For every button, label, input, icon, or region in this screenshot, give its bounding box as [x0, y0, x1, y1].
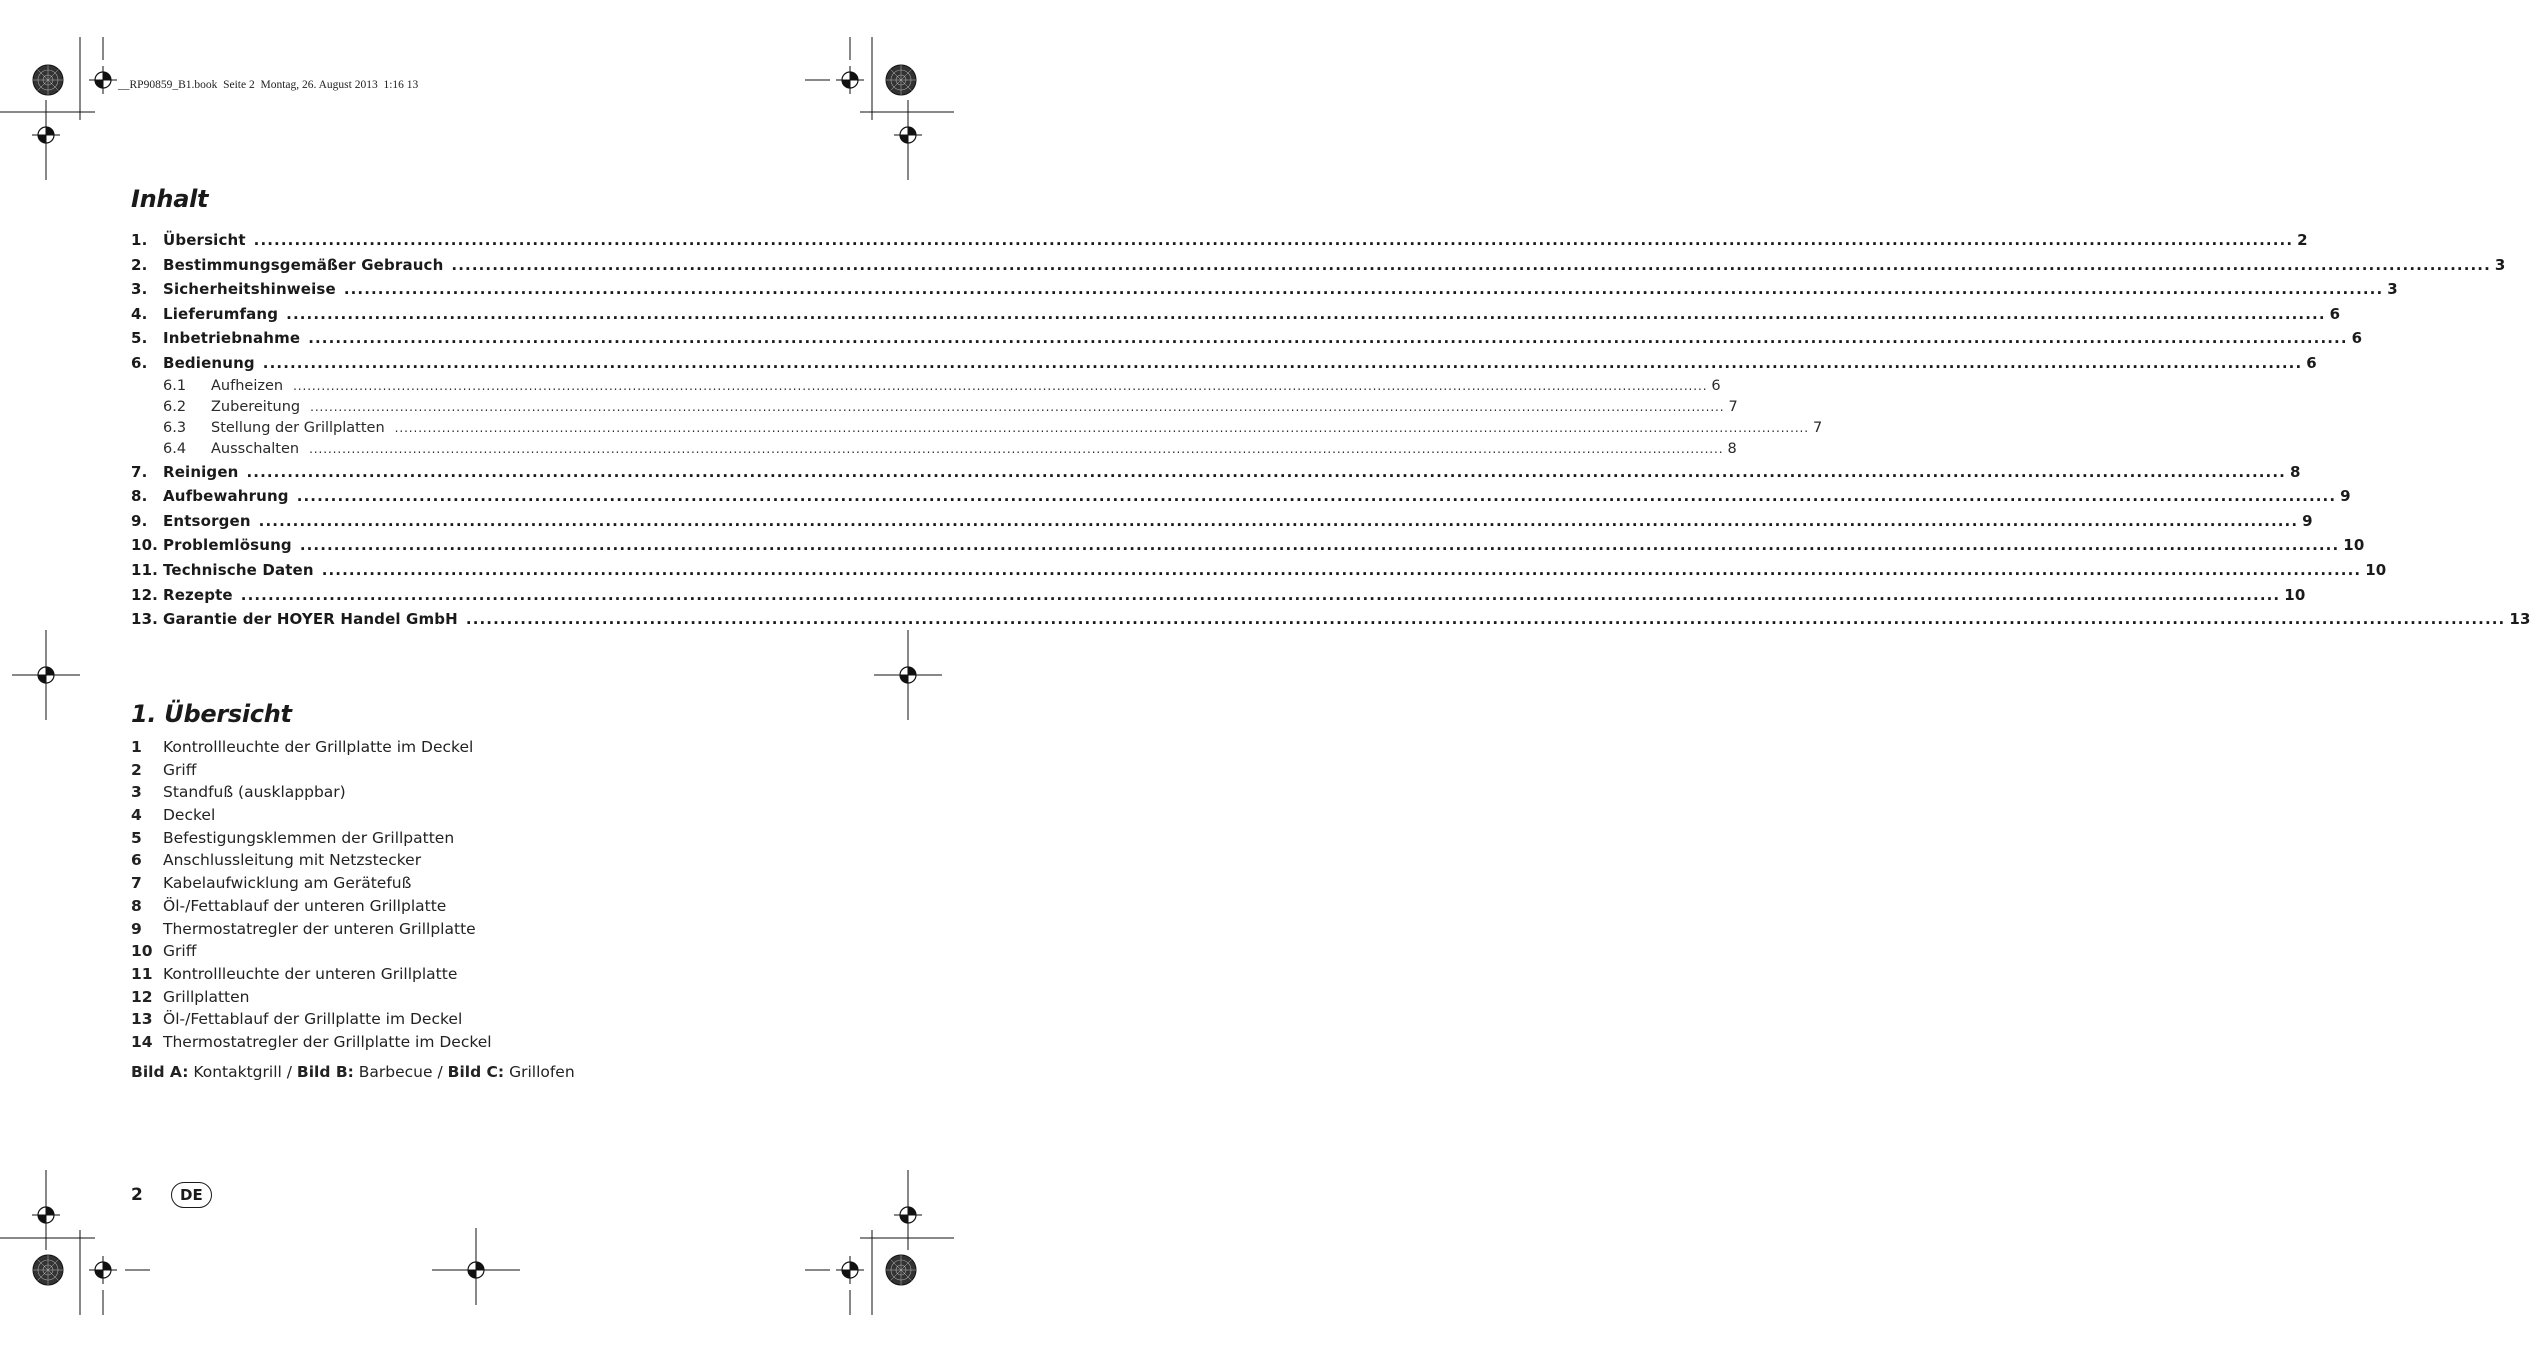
toc-leader-dots: ............................................................................................................................................................................................................................................................................................................ — [296, 487, 2337, 506]
toc-entry-number: 9. — [131, 511, 148, 530]
part-label: Öl-/Fettablauf der unteren Grillplatte — [163, 896, 447, 915]
table-of-contents — [131, 228, 2531, 632]
toc-entry-title: Sicherheitshinweise — [163, 280, 336, 299]
page-footer — [131, 1182, 212, 1208]
toc-entry-title: Bedienung — [163, 353, 255, 372]
part-number: 2 — [131, 760, 142, 779]
toc-entry-title: Rezepte — [163, 585, 233, 604]
toc-entry-page: 6 — [2329, 304, 2341, 323]
toc-entry-number: 4. — [131, 304, 148, 323]
toc-entry-number: 6.3 — [163, 419, 187, 436]
toc-entry — [131, 253, 2506, 278]
figure-key: Bild C: — [447, 1063, 505, 1081]
toc-entry — [131, 302, 2341, 327]
toc-entry — [131, 484, 2351, 509]
toc-entry-title: Aufbewahrung — [163, 487, 289, 506]
toc-entry-number: 3. — [131, 280, 148, 299]
toc-entry-number: 5. — [131, 329, 148, 348]
toc-entry — [131, 326, 2363, 351]
figure-key: Bild A: — [131, 1063, 189, 1081]
toc-leader-dots: ............................................................................................................................................................................................................................................................................................................ — [321, 560, 2362, 579]
toc-entry-page: 8 — [2289, 462, 2301, 481]
toc-entry-number: 6.4 — [163, 440, 187, 457]
part-label: Grillplatten — [163, 987, 250, 1006]
part-label: Kontrollleuchte der Grillplatte im Deckel — [163, 738, 474, 756]
toc-entry-number: 8. — [131, 487, 148, 506]
part-item — [131, 895, 492, 918]
toc-leader-dots: ............................................................................................................................................................................................................................................................................................................ — [299, 536, 2340, 555]
figure-legend — [131, 1063, 575, 1081]
toc-entry-title: Problemlösung — [163, 536, 292, 555]
toc-entry-number: 12. — [131, 585, 159, 604]
toc-leader-dots: ............................................................................................................................................................................................................................................................................................................ — [253, 231, 2294, 249]
part-number: 5 — [131, 828, 142, 847]
part-number: 7 — [131, 874, 142, 893]
part-item — [131, 1008, 492, 1031]
toc-title: Inhalt — [131, 185, 209, 213]
toc-entry-page: 7 — [1728, 398, 1738, 415]
part-label: Standfuß (ausklappbar) — [163, 783, 346, 802]
toc-entry-title: Technische Daten — [163, 560, 314, 579]
page-number: 2 — [131, 1185, 143, 1205]
part-label: Kontrollleuchte der unteren Grillplatte — [163, 964, 458, 983]
toc-entry — [131, 607, 2531, 632]
toc-entry-title: Stellung der Grillplatten — [211, 419, 385, 436]
toc-entry-title: Übersicht — [163, 231, 246, 249]
overview-title: 1. Übersicht — [131, 700, 292, 728]
toc-leader-dots: ............................................................................................................................................................................................................................................................................................................ — [465, 610, 2506, 629]
toc-subentry — [131, 418, 1823, 439]
part-item — [131, 918, 492, 941]
figure-value: Grillofen — [504, 1063, 575, 1081]
part-number: 11 — [131, 964, 153, 983]
toc-leader-dots: ............................................................................................................................................................................................................................................................................................................ — [246, 462, 2286, 481]
toc-entry-title: Reinigen — [163, 462, 239, 481]
toc-entry-page: 9 — [2340, 487, 2351, 506]
toc-entry-title: Entsorgen — [163, 511, 251, 530]
toc-leader-dots: ............................................................................................................................................................................................................................................................................................................ — [309, 441, 1724, 456]
toc-leader-dots: ............................................................................................................................................................................................................................................................................................................ — [308, 329, 2348, 348]
part-item — [131, 1031, 492, 1054]
part-number: 3 — [131, 783, 142, 802]
toc-entry-page: 6 — [2306, 353, 2317, 372]
toc-entry-page: 9 — [2302, 511, 2313, 530]
toc-entry-number: 10. — [131, 536, 159, 555]
toc-entry-page: 13 — [2509, 610, 2531, 629]
toc-entry-title: Bestimmungsgemäßer Gebrauch — [163, 255, 444, 274]
toc-subentry — [131, 397, 1738, 418]
toc-leader-dots: ............................................................................................................................................................................................................................................................................................................ — [286, 304, 2326, 323]
toc-entry — [131, 228, 2308, 253]
language-badge: DE — [171, 1182, 212, 1208]
toc-entry-title: Ausschalten — [211, 440, 300, 457]
toc-entry-number: 6. — [131, 353, 148, 372]
toc-leader-dots: ............................................................................................................................................................................................................................................................................................................ — [240, 585, 2281, 604]
toc-entry — [131, 351, 2317, 376]
toc-entry-page: 2 — [2297, 231, 2308, 249]
toc-entry-number: 6.1 — [163, 377, 187, 394]
toc-leader-dots: ............................................................................................................................................................................................................................................................................................................ — [451, 255, 2491, 274]
toc-entry-page: 10 — [2343, 536, 2365, 555]
part-label: Thermostatregler der Grillplatte im Deckel — [163, 1032, 492, 1051]
part-label: Griff — [163, 942, 197, 961]
part-number: 4 — [131, 806, 142, 825]
toc-entry — [131, 509, 2313, 534]
toc-leader-dots: ............................................................................................................................................................................................................................................................................................................ — [310, 399, 1725, 414]
part-number: 8 — [131, 896, 142, 915]
toc-entry-page: 6 — [1711, 377, 1721, 394]
figure-separator: / — [432, 1063, 448, 1081]
part-item — [131, 963, 492, 986]
toc-entry-title: Inbetriebnahme — [163, 329, 301, 348]
toc-leader-dots: ............................................................................................................................................................................................................................................................................................................ — [293, 378, 1708, 393]
toc-entry-number: 2. — [131, 255, 148, 274]
part-number: 13 — [131, 1010, 153, 1029]
toc-entry-page: 7 — [1812, 419, 1823, 436]
toc-entry-title: Garantie der HOYER Handel GmbH — [163, 610, 458, 629]
part-item — [131, 827, 492, 850]
part-number: 14 — [131, 1032, 153, 1051]
part-label: Thermostatregler der unteren Grillplatte — [163, 919, 476, 938]
toc-subentry — [131, 439, 1737, 460]
toc-entry — [131, 277, 2398, 302]
toc-leader-dots: ............................................................................................................................................................................................................................................................................................................ — [258, 511, 2299, 530]
part-number: 10 — [131, 942, 153, 961]
part-label: Befestigungsklemmen der Grillpatten — [163, 828, 455, 847]
figure-key: Bild B: — [296, 1063, 354, 1081]
part-item — [131, 849, 492, 872]
part-label: Anschlussleitung mit Netzstecker — [163, 851, 422, 870]
parts-list — [131, 736, 492, 1054]
toc-entry-page: 8 — [1727, 440, 1737, 457]
part-label: Deckel — [163, 806, 216, 825]
part-item — [131, 986, 492, 1009]
toc-entry-page: 6 — [2351, 329, 2363, 348]
toc-entry-number: 11. — [131, 560, 159, 579]
toc-entry-page: 3 — [2494, 255, 2506, 274]
toc-entry-number: 7. — [131, 462, 148, 481]
toc-entry-number: 1. — [131, 231, 148, 249]
part-label: Öl-/Fettablauf der Grillplatte im Deckel — [163, 1010, 463, 1029]
toc-entry-title: Aufheizen — [211, 377, 284, 394]
part-number: 12 — [131, 987, 153, 1006]
toc-leader-dots: ............................................................................................................................................................................................................................................................................................................ — [394, 420, 1809, 435]
figure-separator: / — [281, 1063, 297, 1081]
toc-subentry — [131, 376, 1721, 397]
toc-leader-dots: ............................................................................................................................................................................................................................................................................................................ — [343, 280, 2384, 299]
figure-value: Kontaktgrill — [188, 1063, 282, 1081]
toc-entry-number: 6.2 — [163, 398, 187, 415]
part-number: 9 — [131, 919, 142, 938]
part-number: 1 — [131, 738, 142, 756]
part-item — [131, 804, 492, 827]
toc-entry — [131, 533, 2365, 558]
part-item — [131, 940, 492, 963]
toc-entry — [131, 583, 2306, 608]
toc-entry-number: 13. — [131, 610, 159, 629]
toc-entry-page: 3 — [2387, 280, 2398, 299]
toc-entry-title: Zubereitung — [211, 398, 301, 415]
toc-entry — [131, 558, 2387, 583]
toc-leader-dots: ............................................................................................................................................................................................................................................................................................................ — [262, 353, 2303, 372]
part-label: Kabelaufwicklung am Gerätefuß — [163, 874, 412, 893]
part-number: 6 — [131, 851, 142, 870]
part-item — [131, 736, 492, 759]
toc-entry — [131, 460, 2301, 485]
toc-entry-page: 10 — [2365, 560, 2387, 579]
print-file-info: __RP90859_B1.book Seite 2 Montag, 26. August 2013 1:16 13 — [118, 79, 419, 91]
toc-entry-title: Lieferumfang — [163, 304, 279, 323]
part-item — [131, 781, 492, 804]
part-item — [131, 759, 492, 782]
toc-entry-page: 10 — [2284, 585, 2306, 604]
part-label: Griff — [163, 760, 197, 779]
figure-value: Barbecue — [353, 1063, 433, 1081]
part-item — [131, 872, 492, 895]
